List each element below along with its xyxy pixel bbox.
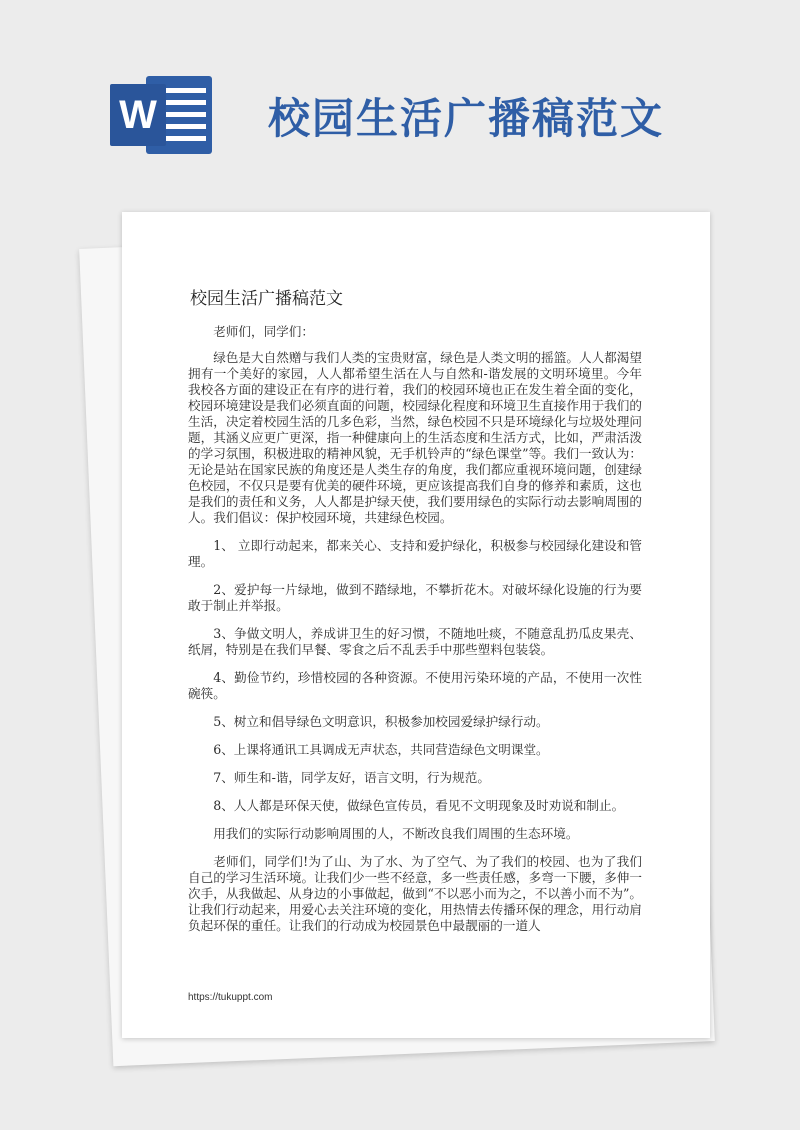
list-item: 1、 立即行动起来，都来关心、支持和爱护绿化，积极参与校园绿化建设和管理。 <box>188 538 642 569</box>
list-item: 7、师生和-谐，同学友好，语言文明，行为规范。 <box>213 770 490 785</box>
list-item: 8、人人都是环保天使，做绿色宣传员，看见不文明现象及时劝说和制止。 <box>213 798 625 813</box>
svg-text:W: W <box>119 93 157 137</box>
banner-title: 校园生活广播稿范文 <box>268 94 665 143</box>
document-page <box>122 212 710 1038</box>
list-item: 6、上课将通讯工具调成无声状态，共同营造绿色文明课堂。 <box>213 742 549 757</box>
intro-paragraph: 绿色是大自然赠与我们人类的宝贵财富，绿色是人类文明的摇篮。人人都渴望拥有一个美好的家园，人人都希望生活在人与自然和-谐发展的文明环境里。今年我校各方面的建设正在有序的进行着，我们的校园环境也正在发生着全面的变化，校园环境建设是我们必须直面的问题，校园绿化程度和环境卫生直接作用于我们的生活，决定着校园生活的几多色彩，当然，绿色校园不只是环境绿化与垃圾处理问题，其涵义应更广更深，指一种健康向上的生活态度和生活方式，比如，严肃活泼的学习氛围，积极进取的精神风貌，无手机铃声的“绿色课堂”等。我们一致认为：无论是站在国家民族的角度还是人类生存的角度，我们都应重视环境问题，创建绿色校园，不仅只是要有优美的硬件环境，更应该提高我们自身的修养和素质，这也是我们的责任和义务，人人都是护绿天使，我们要用绿色的实际行动去影响周围的人。我们倡议：保护校园环境，共建绿色校园。 <box>188 350 642 525</box>
word-document-icon <box>108 70 218 160</box>
list-item: 4、勤俭节约，珍惜校园的各种资源。不使用污染环境的产品，不使用一次性碗筷。 <box>188 670 642 701</box>
list-item: 3、争做文明人，养成讲卫生的好习惯，不随地吐痰，不随意乱扔瓜皮果壳、纸屑，特别是在我们早餐、零食之后不乱丢手中那些塑料包装袋。 <box>188 626 642 657</box>
final-paragraph: 老师们，同学们!为了山、为了水、为了空气、为了我们的校园、也为了我们自己的学习生活环境。让我们少一些不经意，多一些责任感，多弯一下腰，多伸一次手，从我做起、从身边的小事做起，做到“不以恶小而为之，不以善小而不为”。让我们行动起来，用爱心去关注环境的变化，用热情去传播环保的理念，用行动肩负起环保的重任。让我们的行动成为校园景色中最靓丽的一道人 <box>188 854 642 933</box>
closing-line: 用我们的实际行动影响周围的人，不断改良我们周围的生态环境。 <box>213 826 579 841</box>
footer-url: https://tukuppt.com <box>188 992 273 1003</box>
document-body <box>188 324 642 934</box>
list-item: 5、树立和倡导绿色文明意识，积极参加校园爱绿护绿行动。 <box>213 714 549 729</box>
banner <box>0 0 800 190</box>
list-item: 2、爱护每一片绿地，做到不踏绿地，不攀折花木。对破坏绿化设施的行为要敢于制止并举报。 <box>188 582 642 613</box>
document-title: 校园生活广播稿范文 <box>190 289 343 309</box>
salutation: 老师们，同学们： <box>213 324 314 339</box>
